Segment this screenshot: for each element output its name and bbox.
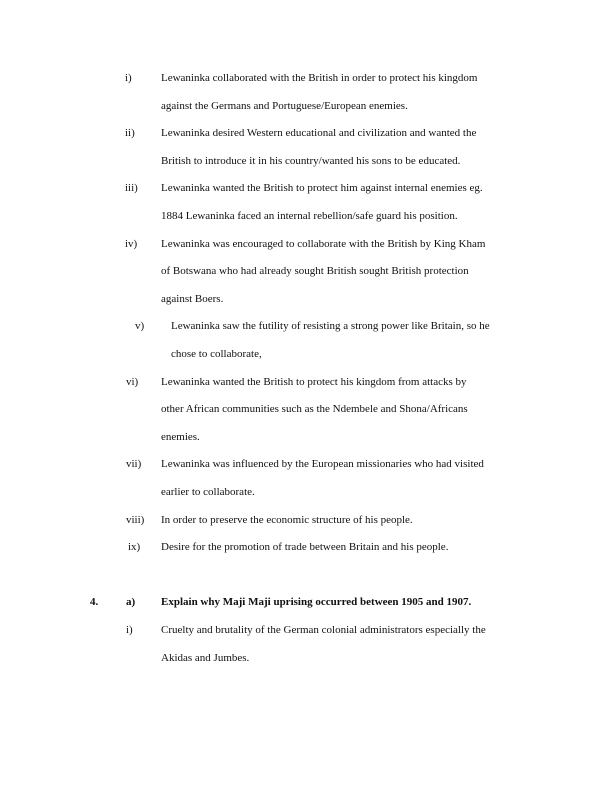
question-part: a): [126, 596, 136, 609]
list-item-text: Lewaninka saw the futility of resisting a strong power like Britain, so he: [171, 320, 490, 333]
list-marker: ii): [125, 127, 135, 140]
list-item-text: 1884 Lewaninka faced an internal rebellion/safe guard his position.: [161, 210, 458, 222]
answer-text: Akidas and Jumbes.: [161, 651, 250, 664]
list-marker: viii): [126, 513, 145, 526]
list-marker: i): [125, 72, 132, 84]
list-item-text: Lewaninka desired Western educational and civilization and wanted the: [161, 127, 477, 140]
list-marker: vi): [126, 375, 139, 388]
list-marker: i): [126, 624, 133, 636]
question-title: Explain why Maji Maji uprising occurred between 1905 and 1907.: [161, 596, 472, 609]
list-item-text: Lewaninka was influenced by the European missionaries who had visited: [161, 458, 484, 471]
list-item-text: Desire for the promotion of trade between Britain and his people.: [161, 541, 449, 554]
list-item-text: other African communities such as the Ndembele and Shona/Africans: [161, 403, 468, 416]
list-item-text: Lewaninka wanted the British to protect him against internal enemies eg.: [161, 182, 483, 195]
list-item-text: against Boers.: [161, 292, 224, 305]
list-marker: ix): [128, 541, 141, 554]
question-number: 4.: [90, 596, 99, 609]
list-marker: vii): [126, 458, 142, 471]
list-marker: v): [135, 320, 145, 333]
list-item-text: against the Germans and Portuguese/European enemies.: [161, 99, 408, 112]
list-item-text: Lewaninka collaborated with the British in order to protect his kingdom: [161, 72, 478, 84]
list-marker: iv): [125, 237, 138, 250]
list-item-text: of Botswana who had already sought British sought British protection: [161, 265, 469, 278]
list-item-text: Lewaninka wanted the British to protect his kingdom from attacks by: [161, 375, 467, 388]
list-item-text: chose to collaborate,: [171, 348, 262, 360]
answer-text: Cruelty and brutality of the German colonial administrators especially the: [161, 624, 486, 636]
list-item-text: British to introduce it in his country/wanted his sons to be educated.: [161, 154, 461, 167]
list-item-text: earlier to collaborate.: [161, 486, 255, 498]
list-item-text: enemies.: [161, 430, 200, 443]
list-item-text: In order to preserve the economic structure of his people.: [161, 513, 413, 526]
list-item-text: Lewaninka was encouraged to collaborate with the British by King Kham: [161, 237, 486, 250]
list-marker: iii): [125, 182, 138, 195]
